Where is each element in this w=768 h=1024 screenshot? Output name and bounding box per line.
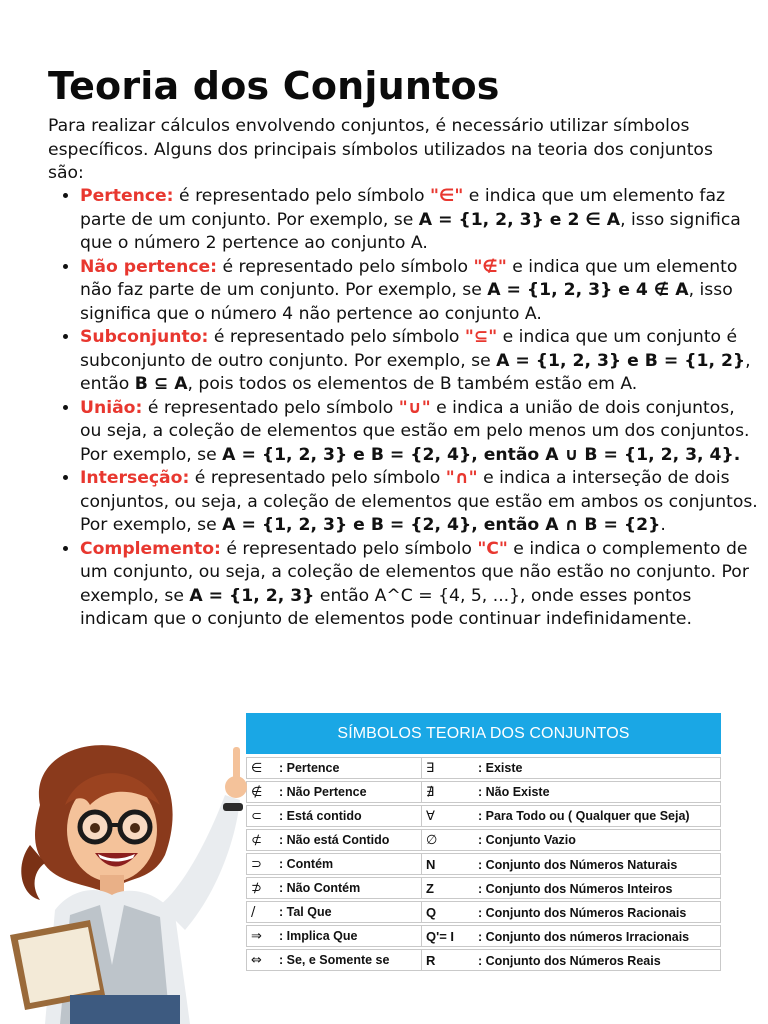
intro-paragraph: Para realizar cálculos envolvendo conjuntos, é necessário utilizar símbolos específicos. Alguns dos principais símbolos utilizados na teoria dos conjuntos são: [48,116,713,183]
table-cell [421,853,721,875]
table-cell [421,901,721,923]
symbol-glyph: / [251,904,256,920]
symbol-glyph: R [426,952,436,968]
symbol-list [48,185,760,632]
symbol-highlight: "C" [477,538,508,559]
table-row [246,829,721,851]
text: , pois todos os elementos de B também estão em A. [187,374,638,394]
eye-left [90,823,100,833]
list-item-intersecao [80,467,760,538]
book-pages-shape [18,927,100,1003]
table-cell [246,853,421,875]
symbol-glyph: ⊄ [251,832,262,848]
text: e indica que um elemento faz parte de um conjunto. Por exemplo, se [80,186,726,230]
symbol-highlight: "∈" [429,186,464,206]
text: é representado pelo símbolo [189,468,446,488]
symbol-meaning: : Pertence [279,760,340,775]
table-row [246,853,721,875]
text: , isso significa que o número 4 não pertence ao conjunto A. [80,280,733,324]
term-label: Não pertence: [80,256,218,277]
symbol-glyph: ∈ [251,760,263,776]
example-bold: A = {1, 2, 3} e 2 ∈ A [418,209,621,230]
table-row [246,949,721,971]
symbol-glyph: ⊂ [251,808,262,824]
term-label: Pertence: [80,186,174,206]
table-cell [421,829,721,851]
table-cell [246,925,421,947]
list-item-complemento [80,538,760,632]
watch-shape [223,803,243,811]
table-cell [421,805,721,827]
text: e indica a interseção de dois conjuntos, ou seja, a coleção de elementos que estão em ambos os conjuntos. Por exemplo, se [80,468,758,535]
table-cell [421,781,721,803]
symbols-table [246,713,721,968]
symbol-glyph: ⇔ [251,952,262,968]
text: e indica a união de dois conjuntos, ou seja, a coleção de elementos que estão em pelo menos um dos conjuntos. Por exemplo, se [80,397,750,465]
text: é representado pelo símbolo [208,327,465,347]
text: e indica o complemento de um conjunto, ou seja, a coleção de elementos que não estão no conjunto. Por exemplo, se [80,538,749,606]
symbol-glyph: Z [426,880,434,896]
symbols-grid [246,755,721,973]
symbol-meaning: : Conjunto Vazio [478,832,576,847]
symbol-meaning: : Para Todo ou ( Qualquer que Seja) [478,808,690,823]
term-label: União: [80,397,143,418]
symbol-glyph: ∃ [426,760,435,776]
example-bold: A = {1, 2, 3} [189,585,315,606]
text: é representado pelo símbolo [217,256,474,277]
text: é representado pelo símbolo [142,397,399,418]
symbol-meaning: : Implica Que [279,928,358,943]
table-cell [246,805,421,827]
symbol-highlight: "∩" [445,468,478,488]
text: . [660,515,666,535]
text: então A^C = {4, 5, ...}, onde esses pontos indicam que o conjunto de elementos pode continuar indefinidamente. [80,585,692,629]
symbol-meaning: : Não Existe [478,784,550,799]
table-cell [421,925,721,947]
term-label: Interseção: [80,468,190,488]
table-row [246,901,721,923]
skirt-shape [70,995,180,1024]
term-label: Complemento: [80,538,221,559]
symbol-highlight: "⊆" [464,327,498,347]
table-cell [421,877,721,899]
symbol-meaning: : Conjunto dos números Irracionais [478,929,690,944]
example-bold: B ⊆ A [134,374,188,394]
symbol-glyph: ⊃ [251,856,262,872]
text: , isso significa que o número 2 pertence ao conjunto A. [80,209,741,253]
symbol-meaning: : Conjunto dos Números Inteiros [478,881,673,896]
text: é representado pelo símbolo [173,186,430,206]
list-item-nao-pertence [80,256,760,327]
symbol-glyph: Q [426,904,437,920]
table-row [246,757,721,779]
table-row [246,805,721,827]
symbol-meaning: : Não está Contido [279,832,390,847]
example-bold: A = {1, 2, 3} e B = {2, 4}, então A ∩ B = {2} [222,515,661,535]
pointing-finger [233,747,240,781]
symbol-meaning: : Conjunto dos Números Racionais [478,905,687,920]
symbol-meaning: : Existe [478,760,523,775]
symbol-highlight: "∉" [473,256,507,277]
symbol-meaning: : Não Pertence [279,784,367,799]
table-row [246,781,721,803]
symbol-glyph: ∅ [426,832,438,848]
symbol-meaning: : Tal Que [279,904,332,919]
symbol-glyph: ∄ [426,784,435,800]
text: e indica que um elemento não faz parte de um conjunto. Por exemplo, se [80,256,738,300]
table-row [246,925,721,947]
example-bold: A = {1, 2, 3} e B = {1, 2} [496,350,746,371]
table-header: SÍMBOLOS TEORIA DOS CONJUNTOS [246,713,721,754]
symbol-glyph: ∉ [251,784,263,800]
symbol-glyph: ⊅ [251,880,262,896]
symbol-meaning: : Se, e Somente se [279,952,390,967]
example-bold: A = {1, 2, 3} e B = {2, 4}, então A ∪ B = {1, 2, 3, 4}. [222,444,741,465]
symbol-glyph: ∀ [426,808,435,824]
table-cell [246,949,421,971]
text: e indica que um conjunto é subconjunto de outro conjunto. Por exemplo, se [80,327,738,371]
symbol-glyph: Q'= I [426,928,455,944]
table-cell [246,757,421,779]
text: , então [80,350,751,394]
symbol-glyph: ⇒ [251,928,262,944]
text: é representado pelo símbolo [220,538,478,559]
symbol-meaning: : Contém [279,856,334,871]
table-cell [246,829,421,851]
teacher-illustration [0,735,250,1024]
symbol-meaning: : Conjunto dos Números Naturais [478,857,678,872]
symbol-meaning: : Conjunto dos Números Reais [478,953,661,968]
symbol-glyph: N [426,856,436,872]
example-bold: A = {1, 2, 3} e 4 ∉ A [487,280,689,300]
eye-right [130,823,140,833]
symbol-meaning: : Não Contém [279,880,361,895]
table-cell [246,781,421,803]
page-title: Teoria dos Conjuntos [48,64,500,108]
table-cell [246,901,421,923]
table-cell [246,877,421,899]
symbol-meaning: : Está contido [279,808,362,823]
list-item-uniao [80,397,760,468]
list-item-pertence [80,185,760,256]
table-cell [421,949,721,971]
table-cell [421,757,721,779]
symbol-highlight: "∪" [398,397,431,418]
term-label: Subconjunto: [80,327,209,347]
list-item-subconjunto [80,326,760,397]
table-row [246,877,721,899]
